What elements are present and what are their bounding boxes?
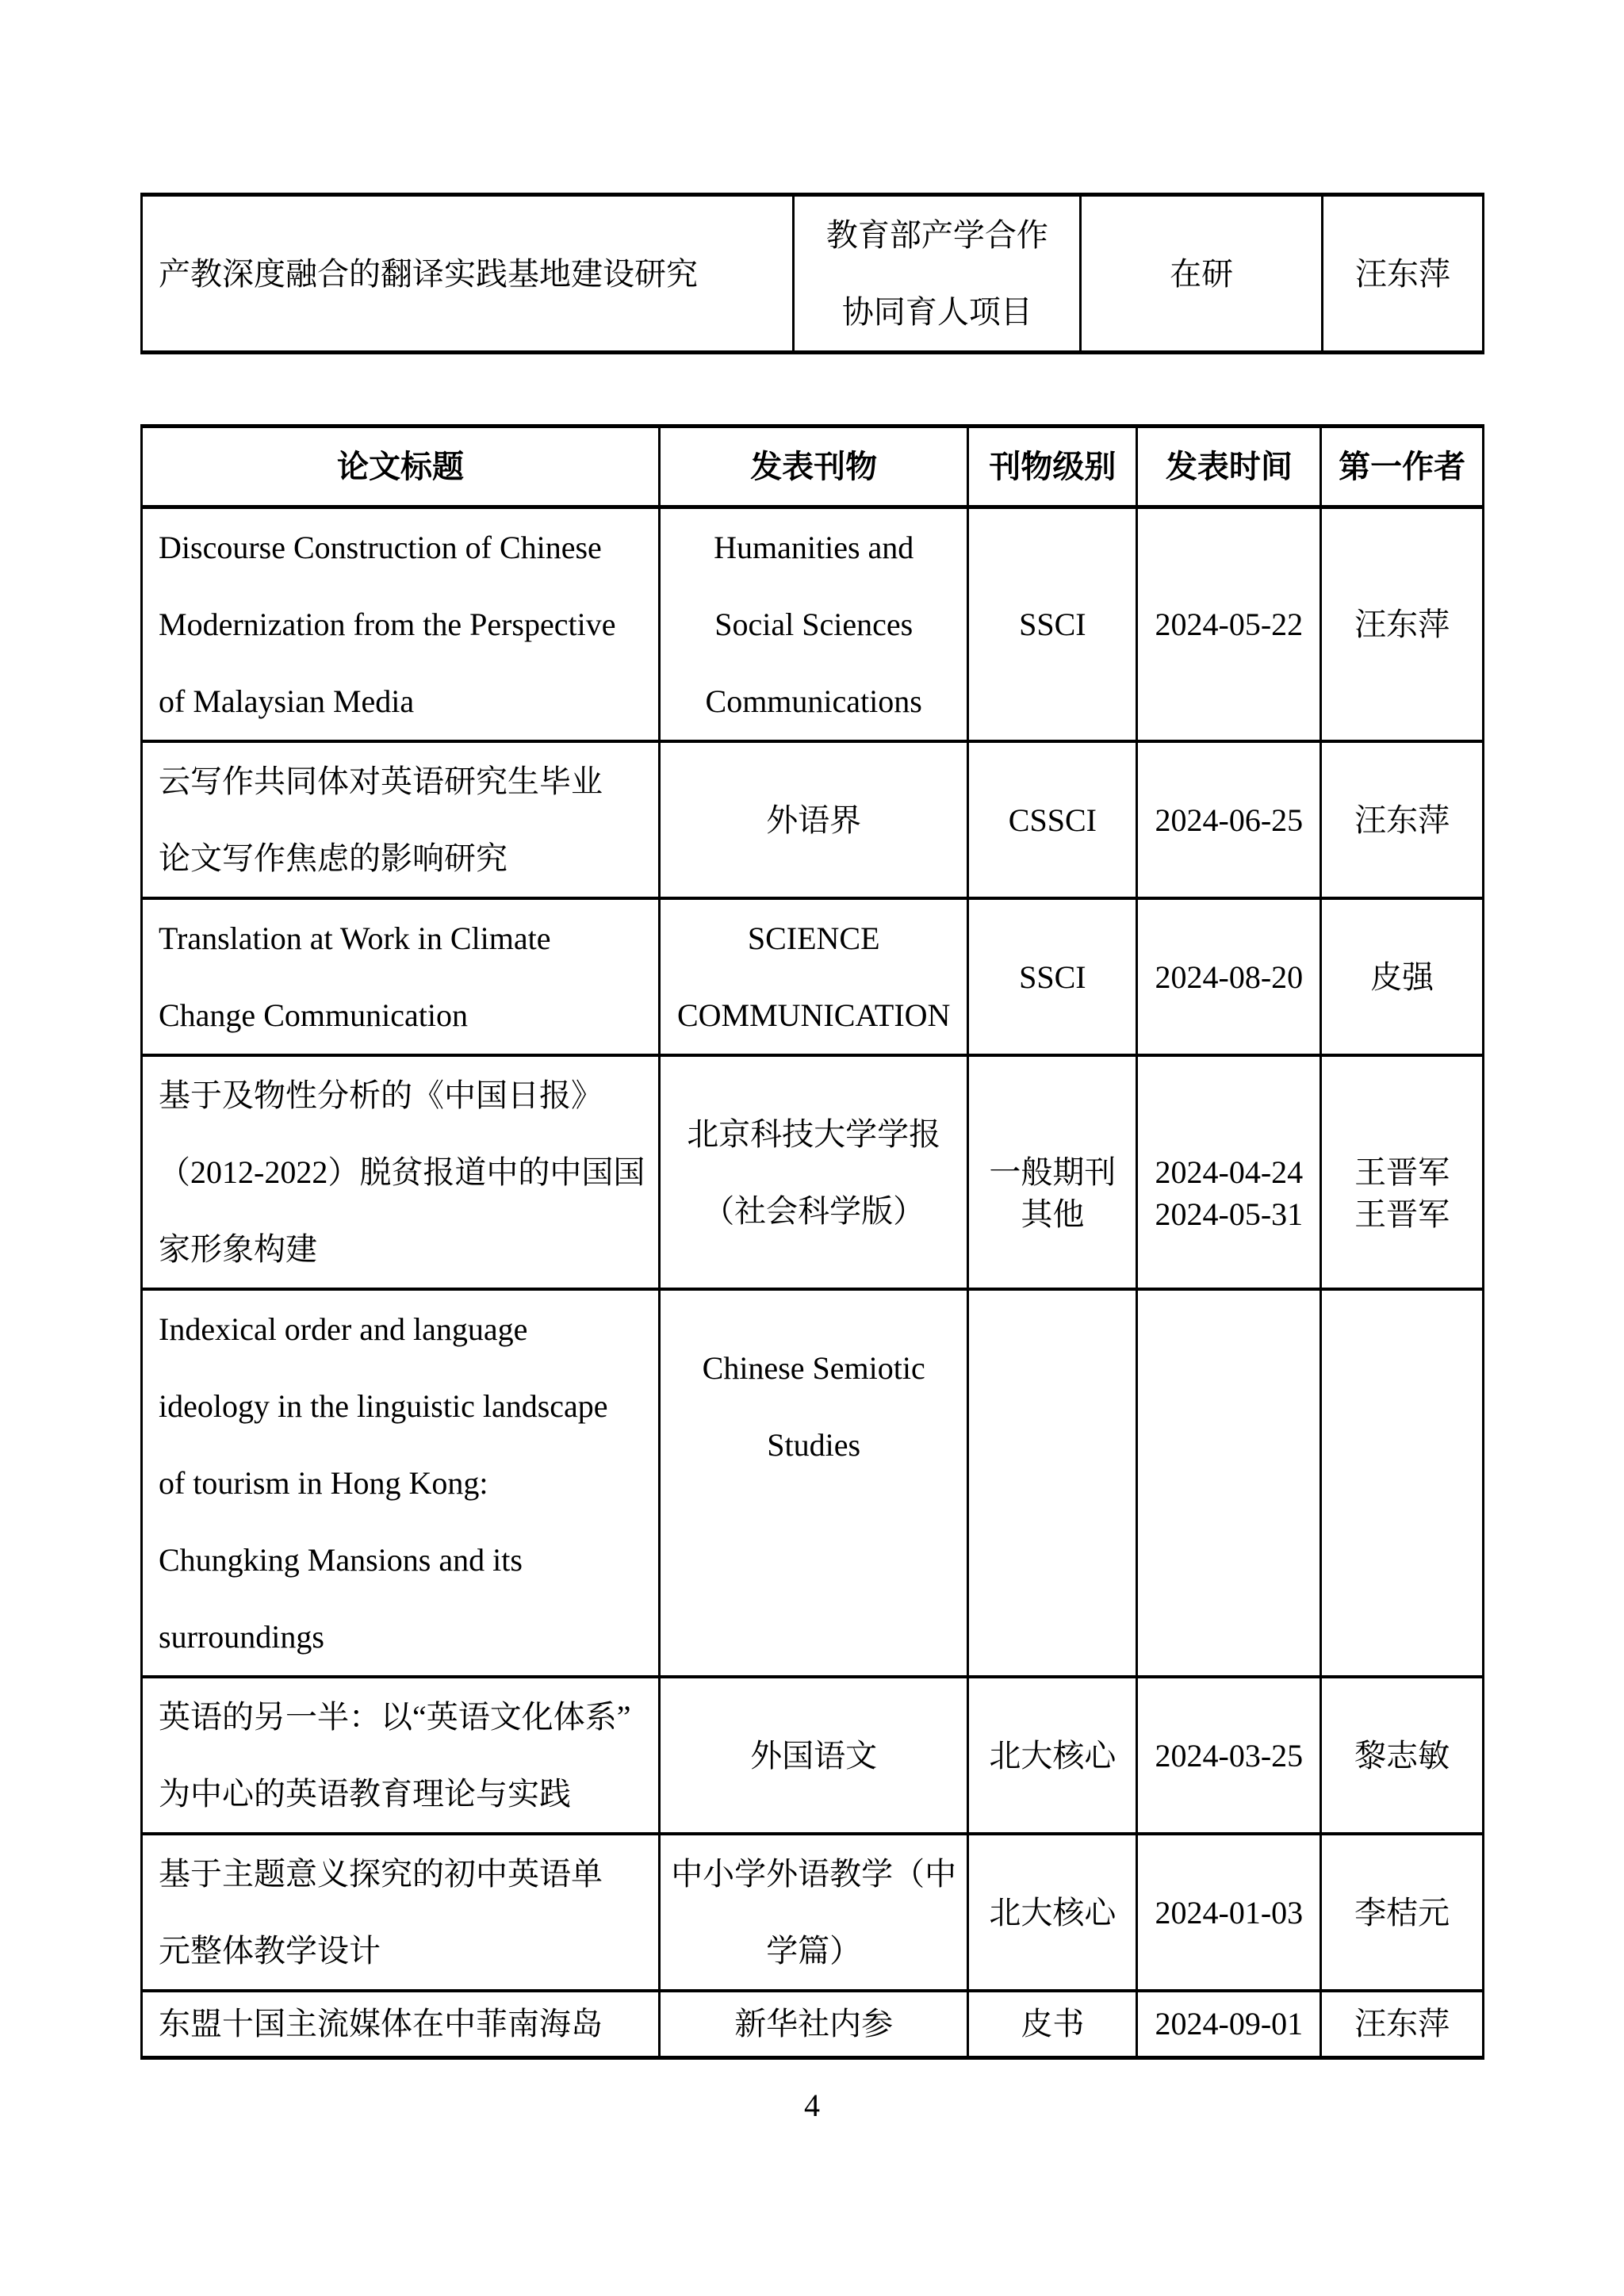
header-paper-title: 论文标题 bbox=[142, 427, 660, 507]
papers-table bbox=[140, 424, 1484, 2060]
project-status: 在研 bbox=[1170, 255, 1234, 292]
paper-row bbox=[142, 898, 1484, 1055]
paper-journal-line: SCIENCE bbox=[747, 920, 880, 956]
paper-journal-cell: 外国语文 bbox=[660, 1677, 968, 1834]
paper-row bbox=[142, 741, 1484, 898]
paper-title-line: surroundings bbox=[159, 1619, 324, 1655]
paper-journal-cell: 新华社内参 bbox=[660, 1991, 968, 2058]
paper-level-cell: 一般期刊 bbox=[968, 1055, 1137, 1289]
paper-level-cell: 皮书 bbox=[968, 1991, 1137, 2058]
paper-journal-line: COMMUNICATION bbox=[676, 997, 951, 1033]
paper-level-cell: CSSCI bbox=[968, 741, 1137, 898]
header-journal-level: 刊物级别 bbox=[968, 427, 1137, 507]
paper-journal-cell bbox=[660, 1055, 968, 1289]
paper-title-cell bbox=[142, 1834, 660, 1991]
paper-row bbox=[142, 1834, 1484, 1991]
paper-title-line: 论文写作焦虑的影响研究 bbox=[159, 840, 508, 876]
paper-title-cell bbox=[142, 1289, 660, 1677]
project-title: 产教深度融合的翻译实践基地建设研究 bbox=[159, 255, 698, 292]
paper-date-cell: 2024-04-24 bbox=[1137, 1055, 1321, 1289]
paper-date-cell: 2024-03-25 bbox=[1137, 1677, 1321, 1834]
paper-title-cell bbox=[142, 507, 660, 742]
paper-title-line: （2012-2022）脱贫报道中的中国国 bbox=[159, 1154, 645, 1190]
paper-level-cell: 北大核心 bbox=[968, 1834, 1137, 1991]
paper-author-cell: 汪东萍 bbox=[1321, 1991, 1484, 2058]
paper-journal-line: 北京科技大学学报 bbox=[687, 1115, 941, 1152]
paper-row bbox=[142, 1055, 1484, 1289]
paper-journal-cell: 外语界 bbox=[660, 741, 968, 898]
paper-row bbox=[142, 1991, 1484, 2058]
paper-title-cell bbox=[142, 1055, 660, 1289]
paper-date-cell: 2024-08-20 bbox=[1137, 898, 1321, 1055]
paper-title-cell bbox=[142, 898, 660, 1055]
page-number: 4 bbox=[804, 2087, 820, 2123]
paper-journal-cell bbox=[660, 1289, 968, 1677]
paper-title-line: of Malaysian Media bbox=[159, 683, 415, 719]
project-leader-cell bbox=[1322, 195, 1483, 353]
paper-date-cell: 2024-09-01 bbox=[1137, 1991, 1321, 2058]
paper-author-cell: 王晋军 bbox=[1321, 1289, 1484, 1677]
paper-author-cell: 黎志敏 bbox=[1321, 1677, 1484, 1834]
header-first-author: 第一作者 bbox=[1321, 427, 1484, 507]
paper-title-line: of tourism in Hong Kong: bbox=[159, 1465, 488, 1501]
paper-level-cell: SSCI bbox=[968, 898, 1137, 1055]
paper-author-cell: 李桔元 bbox=[1321, 1834, 1484, 1991]
papers-header-row bbox=[142, 427, 1484, 507]
paper-journal-line: Social Sciences bbox=[714, 607, 914, 642]
paper-author-cell: 皮强 bbox=[1321, 898, 1484, 1055]
paper-author-cell: 王晋军 bbox=[1321, 1055, 1484, 1289]
paper-title-line: 为中心的英语教育理论与实践 bbox=[159, 1776, 571, 1812]
project-status-cell bbox=[1081, 195, 1323, 353]
header-journal: 发表刊物 bbox=[660, 427, 968, 507]
paper-journal-line: Studies bbox=[767, 1426, 861, 1463]
paper-date-cell: 2024-06-25 bbox=[1137, 741, 1321, 898]
paper-author-cell: 汪东萍 bbox=[1321, 741, 1484, 898]
project-source-cell bbox=[794, 195, 1081, 353]
paper-title-line: 云写作共同体对英语研究生毕业 bbox=[159, 763, 603, 799]
paper-title-line: 基于及物性分析的《中国日报》 bbox=[159, 1077, 603, 1113]
paper-title-line: Indexical order and language bbox=[159, 1311, 528, 1347]
paper-title-line: Translation at Work in Climate bbox=[159, 920, 551, 956]
paper-journal-cell bbox=[660, 507, 968, 742]
paper-title-line: Change Communication bbox=[159, 997, 468, 1033]
paper-level-cell: 其他 bbox=[968, 1289, 1137, 1677]
header-publish-date: 发表时间 bbox=[1137, 427, 1321, 507]
paper-title-line: Chungking Mansions and its bbox=[159, 1542, 523, 1578]
paper-title-cell bbox=[142, 1677, 660, 1834]
project-source-line: 教育部产学合作 bbox=[825, 217, 1048, 253]
projects-table bbox=[140, 193, 1484, 354]
paper-title-line: Modernization from the Perspective bbox=[159, 607, 616, 642]
paper-level-cell: SSCI bbox=[968, 507, 1137, 742]
paper-author-cell: 汪东萍 bbox=[1321, 507, 1484, 742]
paper-title-line: 家形象构建 bbox=[159, 1231, 317, 1267]
paper-journal-line: Chinese Semiotic bbox=[702, 1349, 925, 1386]
paper-date-cell: 2024-05-22 bbox=[1137, 507, 1321, 742]
project-row bbox=[142, 195, 1484, 353]
paper-journal-line: 学篇） bbox=[766, 1933, 862, 1969]
project-source-line: 协同育人项目 bbox=[841, 294, 1032, 330]
paper-row bbox=[142, 1677, 1484, 1834]
paper-title-line: 东盟十国主流媒体在中菲南海岛 bbox=[159, 2006, 603, 2042]
paper-date-cell: 2024-01-03 bbox=[1137, 1834, 1321, 1991]
paper-title-line: 元整体教学设计 bbox=[159, 1933, 381, 1969]
paper-title-cell bbox=[142, 741, 660, 898]
paper-journal-line: Humanities and bbox=[714, 530, 914, 565]
paper-level-cell: 北大核心 bbox=[968, 1677, 1137, 1834]
paper-journal-cell bbox=[660, 898, 968, 1055]
paper-title-cell bbox=[142, 1991, 660, 2058]
paper-title-line: ideology in the linguistic landscape bbox=[159, 1388, 608, 1424]
paper-date-cell: 2024-05-31 bbox=[1137, 1289, 1321, 1677]
paper-title-line: 英语的另一半：以“英语文化体系” bbox=[159, 1699, 631, 1735]
project-leader: 汪东萍 bbox=[1354, 255, 1450, 292]
paper-journal-cell bbox=[660, 1834, 968, 1991]
paper-journal-line: （社会科学版） bbox=[703, 1192, 925, 1229]
paper-journal-line: Communications bbox=[705, 683, 922, 719]
paper-title-line: Discourse Construction of Chinese bbox=[159, 530, 602, 565]
paper-title-line: 基于主题意义探究的初中英语单 bbox=[159, 1856, 603, 1892]
paper-journal-line: 中小学外语教学（中 bbox=[671, 1856, 957, 1892]
project-title-cell bbox=[142, 195, 794, 353]
paper-row bbox=[142, 507, 1484, 742]
paper-row bbox=[142, 1289, 1484, 1677]
